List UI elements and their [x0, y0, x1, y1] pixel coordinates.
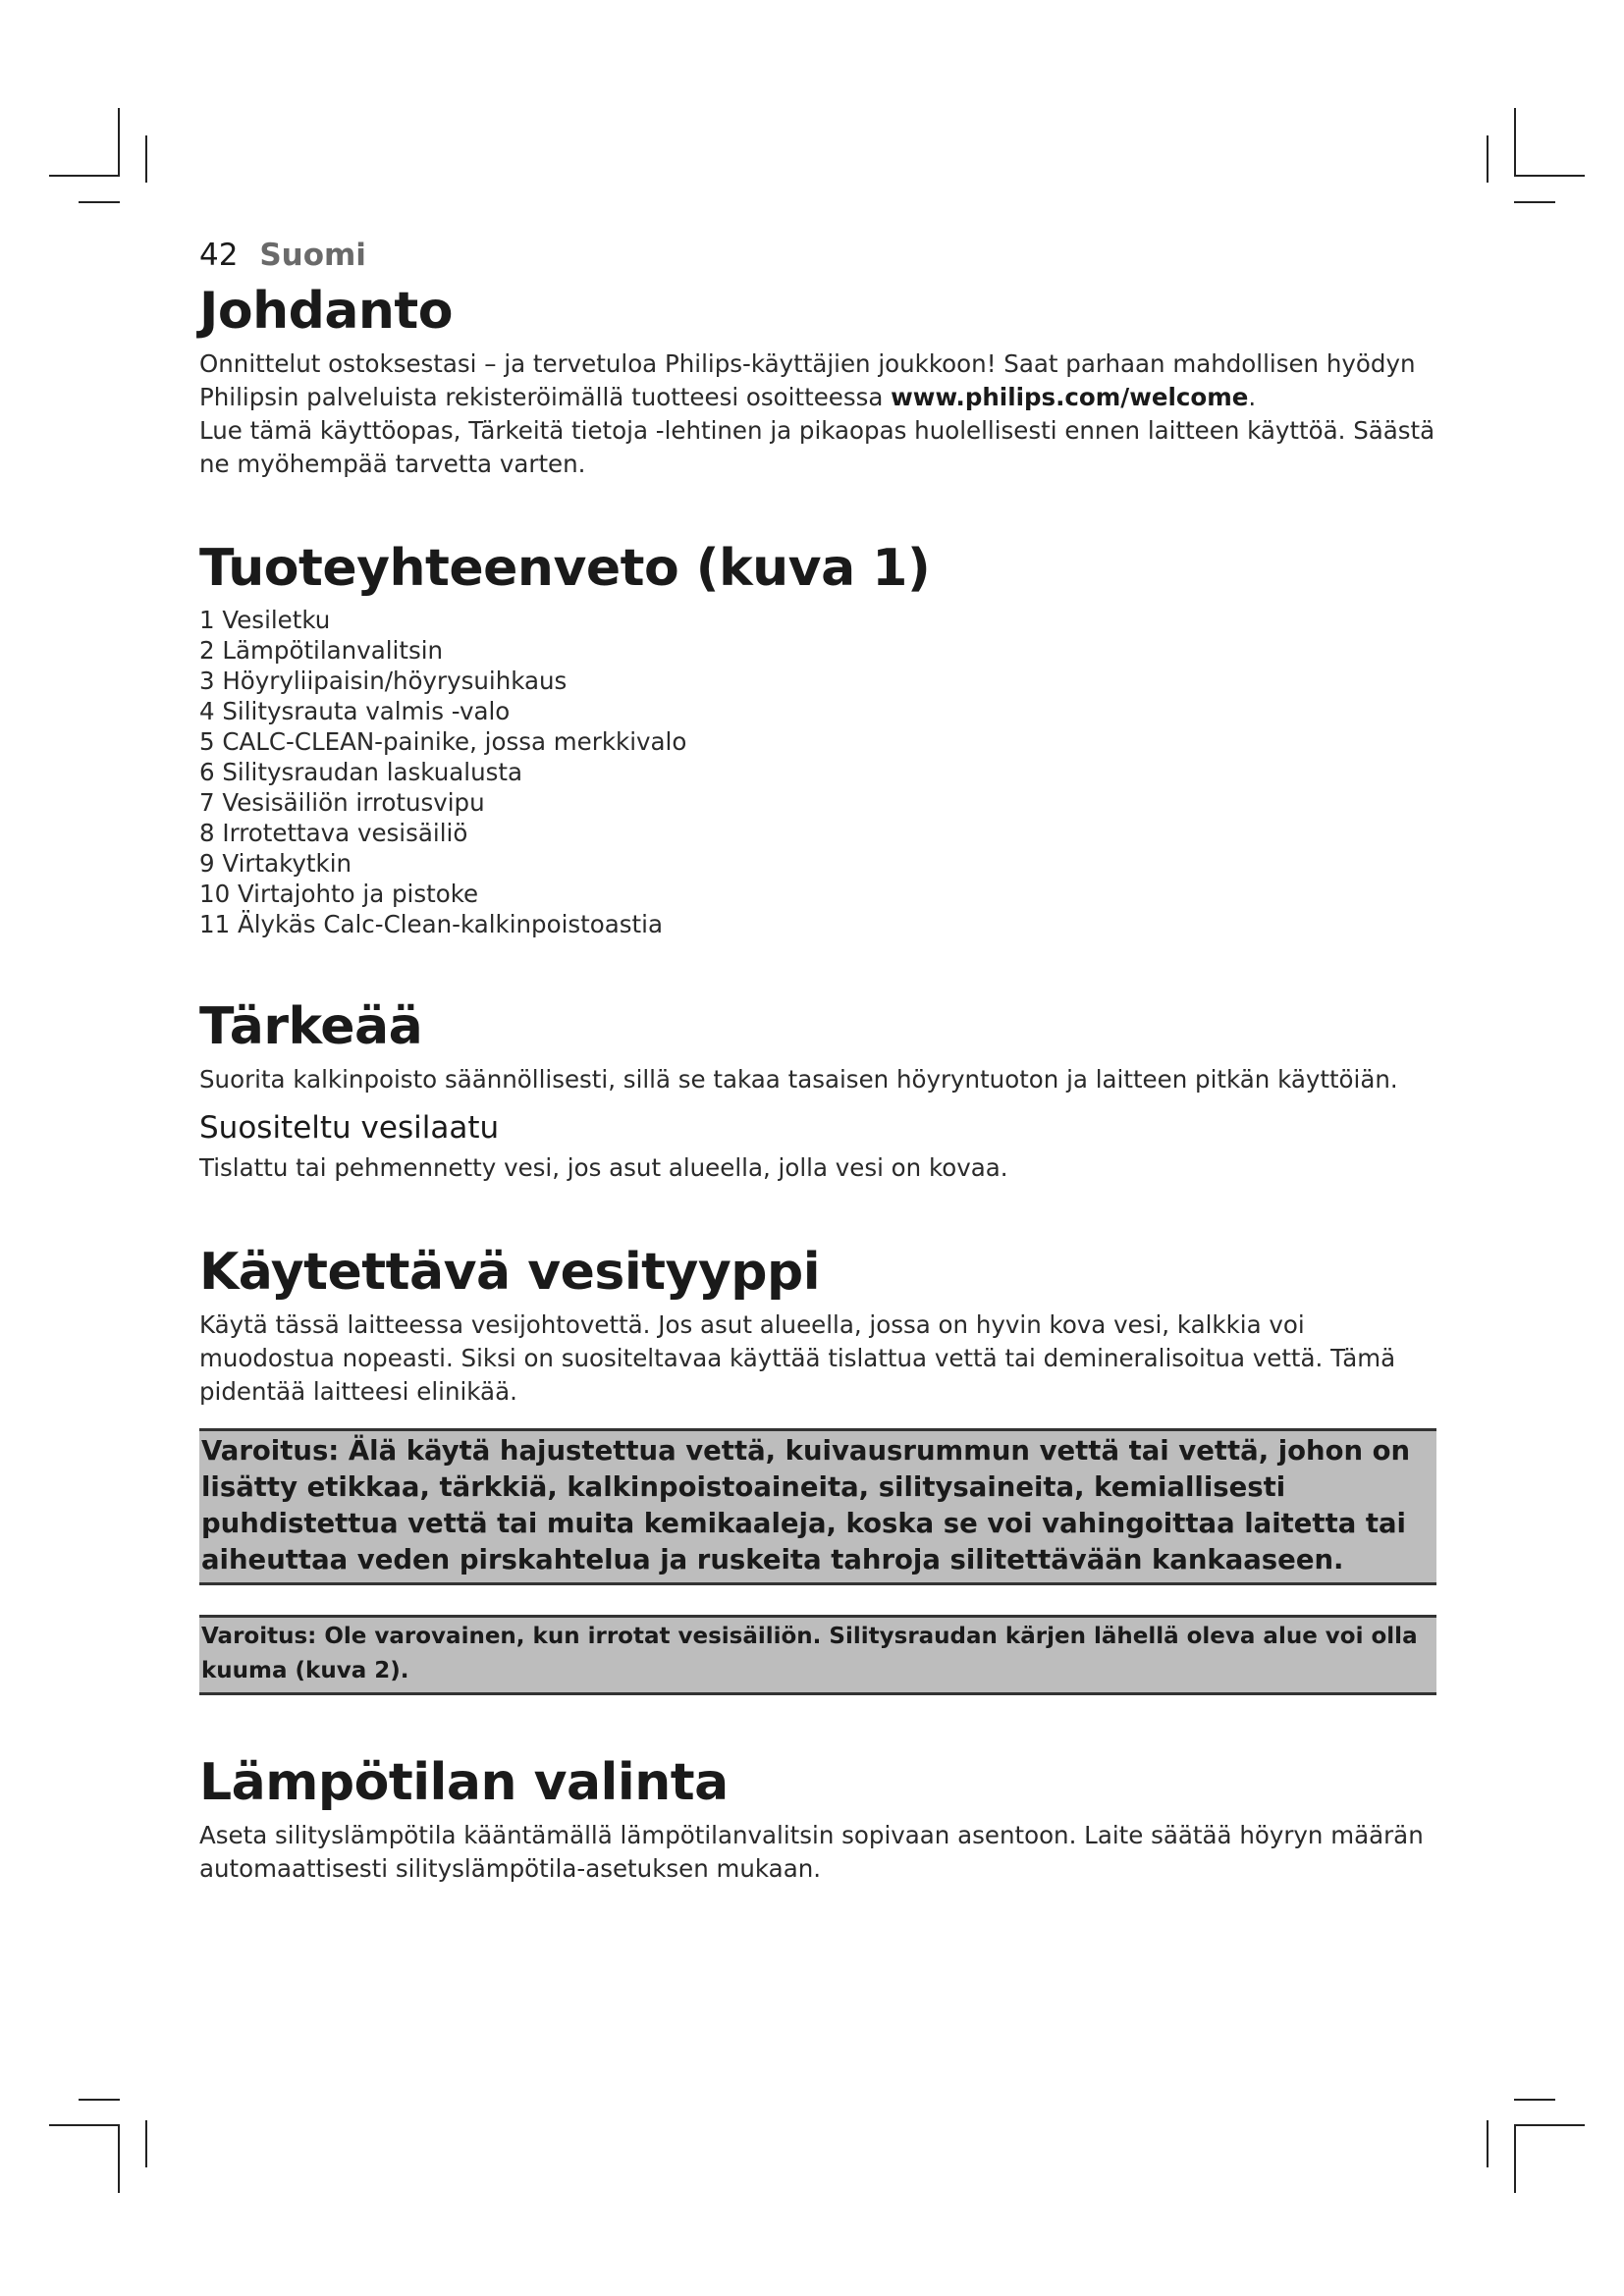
crop-mark: [1514, 201, 1555, 203]
list-item: 7 Vesisäiliön irrotusvipu: [199, 788, 485, 817]
heading-temperature: Lämpötilan valinta: [199, 1753, 729, 1812]
water-type-text: Käytä tässä laitteessa vesijohtovettä. Jos asut alueella, jossa on hyvin kova vesi, kalkkia voi muodostua nopeasti. Siksi on suositeltavaa käyttää tislattua vettä tai demineralisoitua vettä. Tämä pidentää laitteesi elinikää.: [199, 1310, 1396, 1406]
crop-mark: [118, 108, 120, 177]
warning-box-chemicals: Varoitus: Älä käytä hajustettua vettä, kuivausrummun vettä tai vettä, johon on lisätty etikkaa, tärkkiä, kalkinpoistoaineita, silitysaineita, kemiallisesti puhdistettua vettä tai muita kemikaaleja, koska se voi vahingoittaa laitetta tai aiheuttaa veden pirskahtelua ja ruskeita tahroja silitettävään kankaaseen.: [199, 1428, 1436, 1585]
water-quality-text: Tislattu tai pehmennetty vesi, jos asut alueella, jolla vesi on kovaa.: [199, 1153, 1008, 1182]
temperature-text: Aseta silityslämpötila kääntämällä lämpötilanvalitsin sopivaan asentoon. Laite säätää höyryn määrän automaattisesti silityslämpötila-asetuksen mukaan.: [199, 1821, 1424, 1883]
crop-mark: [79, 2099, 120, 2101]
list-item: 5 CALC-CLEAN-painike, jossa merkkivalo: [199, 727, 687, 756]
list-item: 3 Höyryliipaisin/höyrysuihkaus: [199, 667, 568, 695]
page-header: [199, 236, 1436, 275]
warning-box-hot-surface: Varoitus: Ole varovainen, kun irrotat vesisäiliön. Silitysraudan kärjen lähellä oleva alue voi olla kuuma (kuva 2).: [199, 1615, 1436, 1695]
heading-important: Tärkeää: [199, 997, 423, 1056]
crop-mark: [1514, 2099, 1555, 2101]
list-item: 6 Silitysraudan laskualusta: [199, 758, 522, 786]
list-item: 4 Silitysrauta valmis -valo: [199, 697, 511, 725]
crop-mark: [145, 135, 147, 183]
registration-link[interactable]: www.philips.com/welcome: [891, 383, 1249, 411]
page-number: 42: [199, 238, 239, 273]
heading-water-type: Käytettävä vesityyppi: [199, 1243, 821, 1302]
crop-mark: [1514, 108, 1516, 177]
crop-mark: [49, 2124, 120, 2126]
list-item: 1 Vesiletku: [199, 606, 331, 634]
page-content: [199, 236, 1436, 1886]
subheading-water-quality: Suositeltu vesilaatu: [199, 1110, 500, 1146]
section-intro: [199, 281, 1436, 481]
section-important: [199, 996, 1436, 1185]
crop-mark: [145, 2120, 147, 2167]
section-temperature: [199, 1752, 1436, 1886]
crop-mark: [49, 175, 120, 177]
page-language: Suomi: [259, 238, 366, 273]
heading-overview: Tuoteyhteenveto (kuva 1): [199, 539, 931, 598]
intro-text-end: .: [1248, 383, 1257, 411]
crop-mark: [1487, 135, 1489, 183]
intro-text: Onnittelut ostoksestasi – ja tervetuloa Philips-käyttäjien joukkoon! Saat parhaan mahdollisen hyödyn Philipsin palveluista rekisteröimällä tuotteesi osoitteessa: [199, 349, 1416, 411]
crop-mark: [1514, 2124, 1516, 2193]
crop-mark: [1514, 2124, 1585, 2126]
crop-mark: [1487, 2120, 1489, 2167]
list-item: 11 Älykäs Calc-Clean-kalkinpoistoastia: [199, 910, 663, 938]
list-item: 10 Virtajohto ja pistoke: [199, 880, 479, 908]
list-item: 2 Lämpötilanvalitsin: [199, 636, 444, 665]
list-item: 9 Virtakytkin: [199, 849, 352, 878]
section-water-type: [199, 1242, 1436, 1695]
crop-mark: [79, 201, 120, 203]
parts-list: [199, 605, 1436, 939]
intro-paragraph-1: [199, 347, 1436, 414]
important-text: Suorita kalkinpoisto säännöllisesti, sillä se takaa tasaisen höyryntuoton ja laitteen pitkän käyttöiän.: [199, 1065, 1398, 1094]
crop-mark: [1514, 175, 1585, 177]
heading-intro: Johdanto: [199, 282, 454, 341]
intro-paragraph-2: Lue tämä käyttöopas, Tärkeitä tietoja -lehtinen ja pikaopas huolellisesti ennen laitteen käyttöä. Säästä ne myöhempää tarvetta varten.: [199, 416, 1435, 478]
list-item: 8 Irrotettava vesisäiliö: [199, 819, 468, 847]
section-overview: [199, 538, 1436, 939]
crop-mark: [118, 2124, 120, 2193]
